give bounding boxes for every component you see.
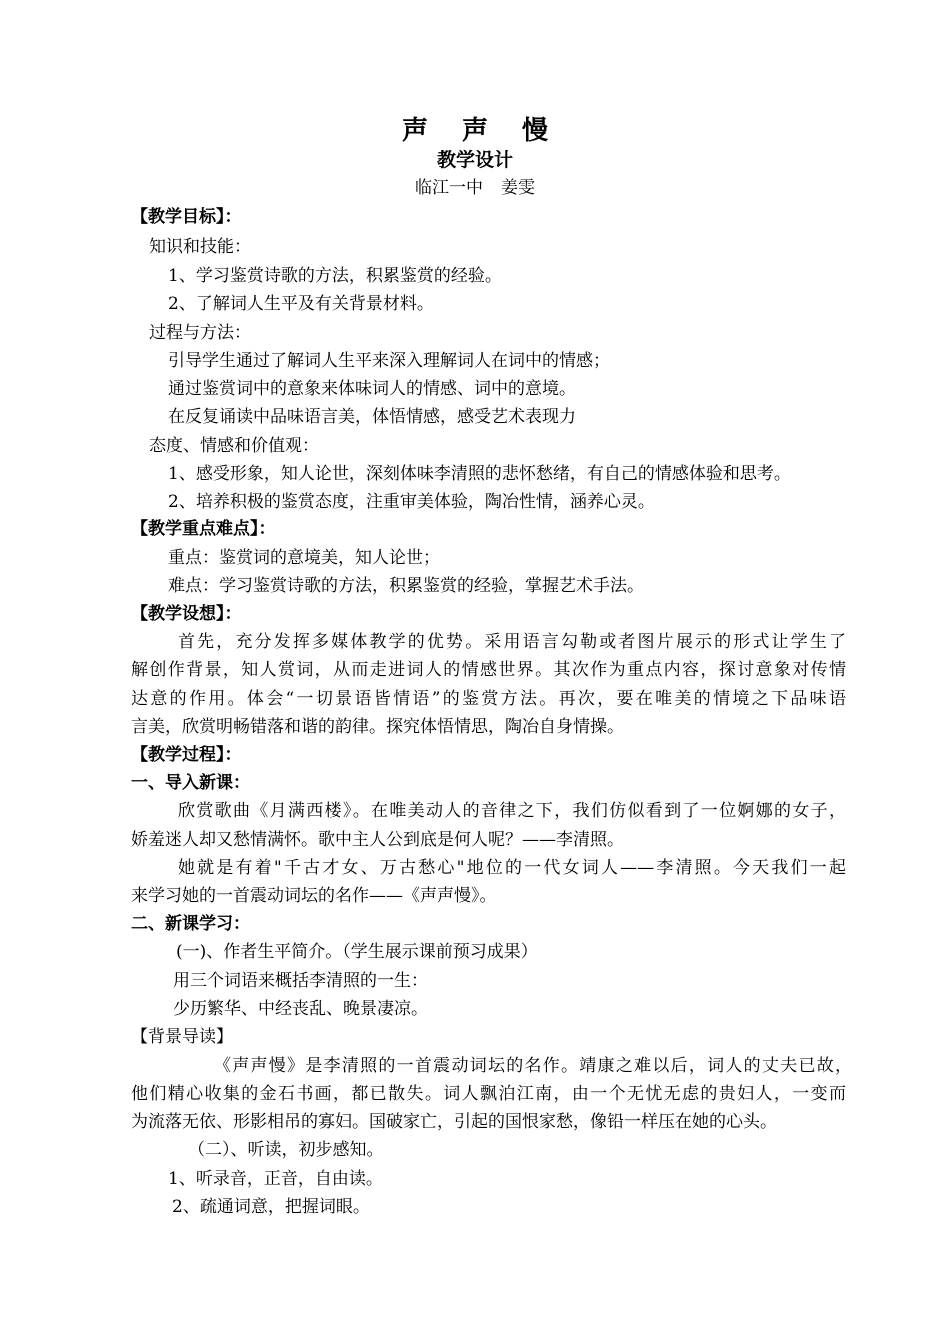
concept-line-3: 达意的作用。体会“一切景语皆情语”的鉴赏方法。再次，要在唯美的情境之下品味语 bbox=[131, 689, 846, 709]
concept-line-1: 首先，充分发挥多媒体教学的优势。采用语言勾勒或者图片展示的形式让学生了 bbox=[178, 632, 846, 652]
focus-point: 重点：鉴赏词的意境美，知人论世； bbox=[168, 548, 440, 568]
intro-line-4: 来学习她的一首震动词坛的名作——《声声慢》。 bbox=[131, 886, 497, 906]
attitude-item-2: 2、培养积极的鉴赏态度，注重审美体验，陶冶性情，涵养心灵。 bbox=[168, 492, 655, 512]
intro-heading: 一、导入新课： bbox=[131, 773, 250, 793]
title-char-2: 声 bbox=[461, 116, 488, 146]
knowledge-item-1: 1、学习鉴赏诗歌的方法，积累鉴赏的经验。 bbox=[168, 266, 502, 286]
new-lesson-line-3: 少历繁华、中经丧乱、晚景凄凉。 bbox=[173, 999, 428, 1019]
process-method-item-2: 通过鉴赏词中的意象来体味词人的情感、词中的意境。 bbox=[168, 379, 576, 399]
knowledge-item-2: 2、了解词人生平及有关背景材料。 bbox=[168, 294, 434, 314]
listen-heading: （二）、听读，初步感知。 bbox=[188, 1140, 384, 1160]
background-line-1: 《声声慢》是李清照的一首震动词坛的名作。靖康之难以后，词人的丈夫已故， bbox=[214, 1056, 852, 1076]
attitude-label: 态度、情感和价值观： bbox=[149, 436, 319, 456]
background-line-2: 他们精心收集的金石书画，都已散失。词人飘泊江南，由一个无忧无虑的贵妇人，一变而 bbox=[131, 1084, 846, 1104]
document-subtitle: 教学设计 bbox=[436, 149, 513, 171]
background-line-3: 为流落无依、形影相吊的寡妇。国破家亡，引起的国恨家愁，像铅一样压在她的心头。 bbox=[131, 1112, 777, 1132]
process-method-label: 过程与方法： bbox=[149, 323, 251, 343]
author-line bbox=[0, 177, 950, 199]
objectives-heading: 【教学目标】： bbox=[131, 207, 242, 227]
concept-heading: 【教学设想】： bbox=[131, 604, 242, 624]
title-char-1: 声 bbox=[401, 116, 428, 146]
document-title bbox=[0, 116, 950, 146]
concept-line-2: 解创作背景，知人赏词，从而走进词人的情感世界。其次作为重点内容，探讨意象对传情 bbox=[131, 660, 846, 680]
new-lesson-heading: 二、新课学习： bbox=[131, 914, 250, 934]
new-lesson-line-1: (一)、作者生平简介。（学生展示课前预习成果） bbox=[176, 942, 538, 962]
title-char-3: 慢 bbox=[522, 116, 549, 146]
concept-line-4: 言美，欣赏明畅错落和谐的韵律。探究体悟情思，陶冶自身情操。 bbox=[131, 717, 624, 737]
process-method-item-3: 在反复诵读中品味语言美，体悟情感，感受艺术表现力 bbox=[168, 407, 576, 427]
difficulty-point: 难点：学习鉴赏诗歌的方法，积累鉴赏的经验，掌握艺术手法。 bbox=[168, 576, 644, 596]
background-heading: 【背景导读】 bbox=[131, 1027, 233, 1047]
author-name: 姜雯 bbox=[501, 178, 535, 198]
intro-line-1: 欣赏歌曲《月满西楼》。在唯美动人的音律之下，我们仿似看到了一位婀娜的女子， bbox=[178, 801, 846, 821]
process-heading: 【教学过程】： bbox=[131, 745, 242, 765]
listen-item-1: 1、听录音，正音，自由读。 bbox=[168, 1169, 383, 1189]
key-points-heading: 【教学重点难点】： bbox=[131, 519, 276, 539]
author-school: 临江一中 bbox=[415, 178, 483, 198]
knowledge-label: 知识和技能： bbox=[149, 237, 251, 257]
intro-line-2: 娇羞迷人却又愁情满怀。歌中主人公到底是何人呢？——李清照。 bbox=[131, 830, 624, 850]
listen-item-2: 2、疏通词意，把握词眼。 bbox=[172, 1197, 370, 1217]
intro-line-3: 她就是有着"千古才女、万古愁心"地位的一代女词人——李清照。今天我们一起 bbox=[178, 858, 846, 878]
attitude-item-1: 1、感受形象，知人论世，深刻体味李清照的悲怀愁绪，有自己的情感体验和思考。 bbox=[168, 464, 791, 484]
process-method-item-1: 引导学生通过了解词人生平来深入理解词人在词中的情感； bbox=[168, 351, 610, 371]
new-lesson-line-2: 用三个词语来概括李清照的一生： bbox=[173, 971, 428, 991]
